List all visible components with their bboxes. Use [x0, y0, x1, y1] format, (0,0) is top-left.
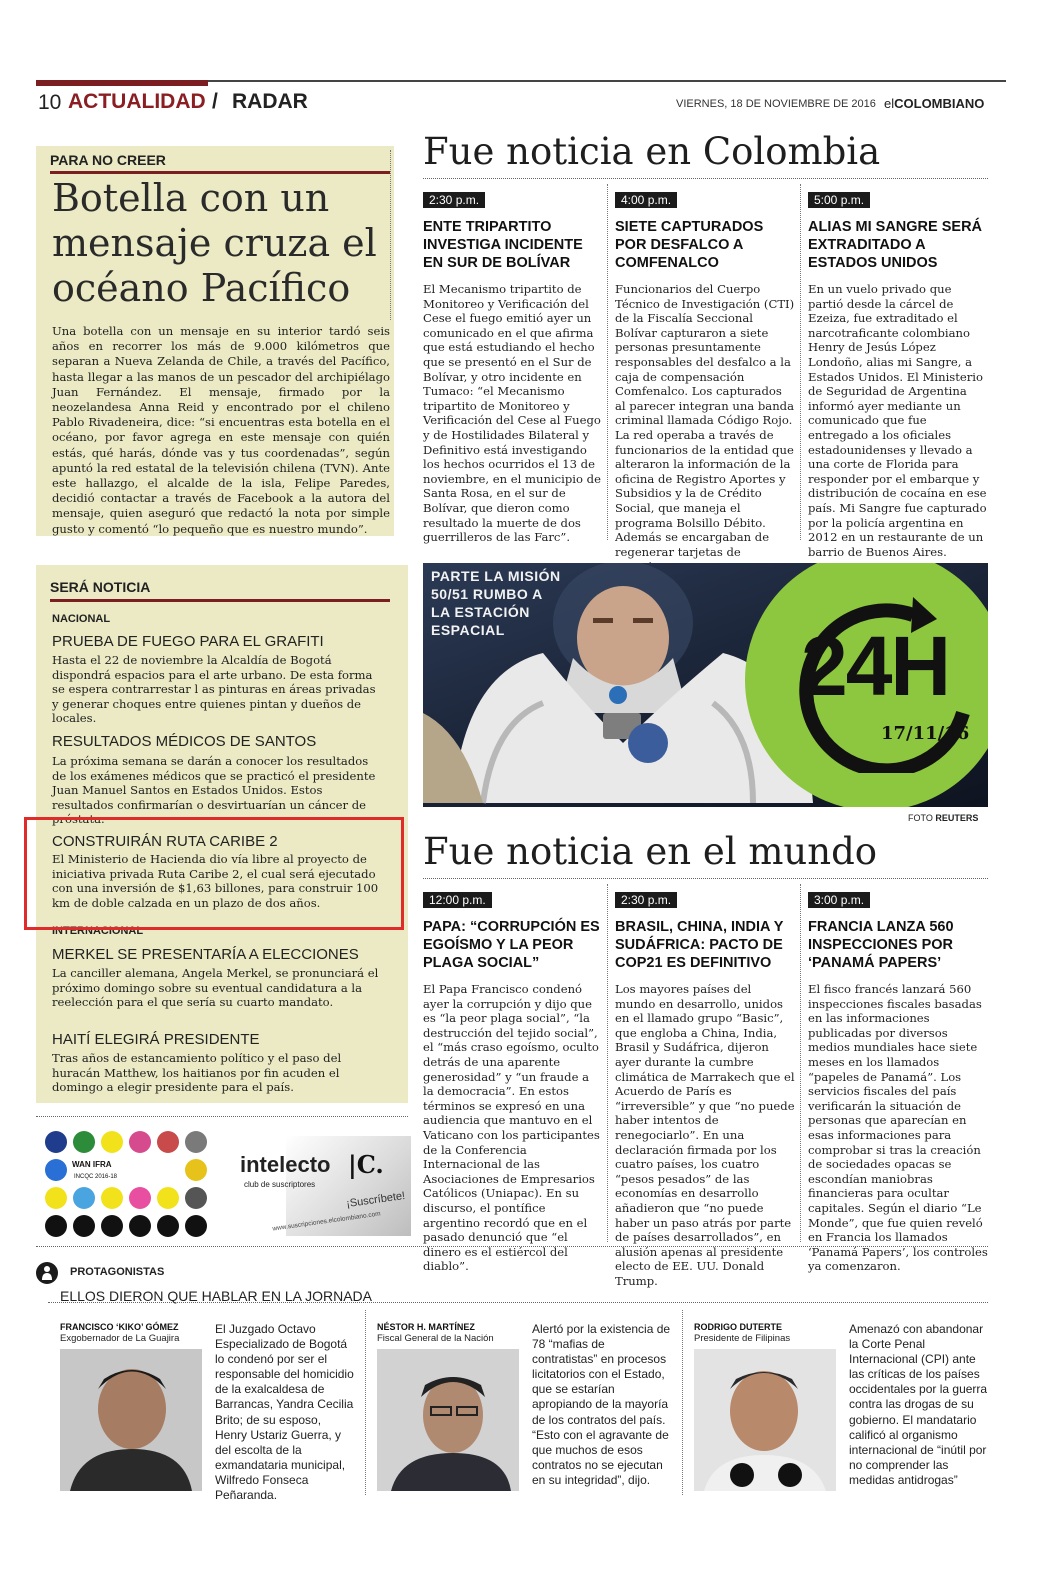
protagonist-photo — [694, 1349, 836, 1491]
column-divider — [800, 184, 801, 540]
colombia-heading: Fue noticia en Colombia — [423, 130, 881, 173]
time-badge: 2:30 p.m. — [615, 892, 677, 908]
story-title: BRASIL, CHINA, INDIA Y SUDÁFRICA: PACTO DE COP21 ES DEFINITIVO — [615, 919, 784, 971]
time-badge: 4:00 p.m. — [615, 192, 677, 208]
story-colombia-3 — [808, 190, 988, 559]
brand-name: COLOMBIANO — [894, 96, 985, 111]
para-no-creer-title: Botella con un mensaje cruza el océano Pacífico — [52, 176, 377, 310]
protagonist-role: Exgobernador de La Guajira — [60, 1333, 180, 1344]
sera-noticia-kicker: SERÁ NOTICIA — [50, 579, 151, 595]
24h-logo-text: 24H — [801, 619, 950, 713]
brand-prefix: el — [884, 96, 895, 111]
caption-line: PARTE LA MISIÓN — [431, 568, 561, 584]
time-badge: 2:30 p.m. — [423, 192, 485, 208]
kicker-rule — [50, 599, 390, 602]
story-title: PAPA: “CORRUPCIÓN ES EGOÍSMO Y LA PEOR PLAGA SOCIAL” — [423, 919, 600, 971]
credit-label: FOTO — [908, 813, 933, 823]
story-mundo-3 — [808, 890, 988, 1274]
heading-rule — [423, 878, 988, 879]
column-divider — [607, 884, 608, 1242]
protagonist-name: RODRIGO DUTERTE — [694, 1322, 783, 1332]
print-quality-ad — [42, 1130, 212, 1238]
story-colombia-1 — [423, 190, 601, 545]
time-badge: 3:00 p.m. — [808, 892, 870, 908]
section-name: ACTUALIDAD — [68, 90, 206, 113]
story-colombia-2 — [615, 190, 795, 559]
photo-credit — [908, 813, 978, 823]
story-body: El Papa Francisco condenó ayer la corrupción y dijo que es “la peor plaga social”, “la destrucción del tejido social”, el “más craso egoísmo, oculto detrás de una aparente generosidad” y “un fraude a la democracia”. En estos términos se expresó en una audiencia que mantuvo en el Vaticano con los participantes de la Conferencia Internacional de las Asociaciones de Empresarios Católicos (Uniapac). En su discurso, el pontífice argentino recordó que en el pasado denunció que “el dinero es el estiércol del diablo”. — [423, 982, 600, 1274]
brief-body: El Ministerio de Hacienda dio vía libre al proyecto de iniciativa privada Ruta Caribe 2, el cual será ejecutado con una inversión de $1,63 billones, para construir 100 km de doble calzada en un plazo de dos años. — [52, 852, 379, 910]
kicker-rule — [50, 171, 390, 174]
protagonist-photo — [377, 1349, 519, 1491]
ad-rule — [36, 1116, 408, 1117]
story-body: Los mayores países del mundo en desarrollo, unidos en el llamado grupo “Basic”, que engloba a China, India, Brasil y Sudáfrica, dijeron ayer durante la cumbre climática de Marrakech que el Acuerdo de París es “irreversible” y que “no puede haber intentos de renegociarlo”. En una declaración firmada por los cuatro países, los cuatro “pesos pesados” de las economías en desarrollo añadieron que “no puede haber un paso atrás por parte de países desarrollados”, en alusión apenas al presidente electo de EE. UU. Donald Trump. — [615, 982, 795, 1288]
newspaper-brand — [884, 96, 984, 111]
column-divider — [390, 150, 391, 320]
brief-title: PRUEBA DE FUEGO PARA EL GRAFITI — [52, 633, 324, 650]
wan-ifra-logo: WAN IFRA — [72, 1160, 112, 1169]
intelecto-logo: intelecto — [240, 1152, 331, 1177]
story-body: En un vuelo privado que partió desde la cárcel de Ezeiza, fue extraditado el narcotraficante colombiano Henry de Jesús López Londoño, alias mi Sangre, a Estados Unidos. El Ministerio de Seguridad de Argentina informó ayer mediante un comunicado que fue entregado a los oficiales estadounidenses y llevado a una corte de Florida para responder por el embarque y distribución de cocaína en ese país. Mi Sangre fue capturado por la policía argentina en 2012 en un restaurante de un barrio de Buenos Aires. — [808, 282, 987, 559]
incqc-label: INCQC 2016-18 — [74, 1174, 118, 1180]
protagonist-name: FRANCISCO ‘KIKO’ GÓMEZ — [60, 1322, 179, 1332]
colombiano-c-icon: |C. — [348, 1150, 384, 1179]
brief-body: La próxima semana se darán a conocer los resultados de los exámenes médicos que se practicó el presidente Juan Manuel Santos en Estados Unidos. Estos resultados confirmarían o desvirtuarían un cáncer de próstata. — [52, 754, 376, 826]
news-photo — [423, 563, 988, 807]
highlight-box — [24, 817, 404, 930]
section-rule — [36, 1246, 988, 1247]
header-accent-bar — [36, 80, 208, 86]
column-divider — [607, 184, 608, 540]
story-title: FRANCIA LANZA 560 INSPECCIONES POR ‘PANAMÁ PAPERS’ — [808, 919, 954, 971]
protagonistas-rule — [48, 1302, 988, 1303]
brief-body: Hasta el 22 de noviembre la Alcaldía de Bogotá dispondrá espacios para el arte urbano. De esta forma se espera contrarrestar l as pinturas en áreas privadas y generar choques entre quienes pintan y dueños de locales. — [52, 653, 376, 725]
credit-source: REUTERS — [935, 813, 979, 823]
nacional-label: NACIONAL — [52, 613, 111, 625]
internacional-label: INTERNACIONAL — [52, 925, 144, 937]
color-registration-dots — [42, 1130, 212, 1238]
protagonist-name: NÉSTOR H. MARTÍNEZ — [377, 1322, 475, 1332]
protagonist-card-1 — [60, 1320, 360, 1503]
protagonist-role: Presidente de Filipinas — [694, 1333, 791, 1344]
portrait-silhouette — [60, 1349, 202, 1491]
time-badge: 12:00 p.m. — [423, 892, 492, 908]
story-mundo-2 — [615, 890, 795, 1288]
24h-logo-date: 17/11/16 — [881, 723, 970, 744]
portrait-silhouette — [694, 1349, 836, 1491]
story-title: ALIAS MI SANGRE SERÁ EXTRADITADO A ESTADOS UNIDOS — [808, 219, 983, 271]
para-no-creer-box — [36, 146, 394, 536]
column-divider — [682, 1310, 683, 1495]
protagonistas-subtitle: ELLOS DIERON QUE HABLAR EN LA JORNADA — [60, 1288, 372, 1304]
subscribe-call[interactable]: ¡Suscríbete! — [345, 1189, 406, 1211]
protagonist-card-3 — [694, 1320, 990, 1495]
caption-line: 50/51 RUMBO A — [431, 586, 543, 602]
brief-title: RESULTADOS MÉDICOS DE SANTOS — [52, 733, 317, 750]
mundo-heading: Fue noticia en el mundo — [423, 830, 878, 873]
protagonist-role: Fiscal General de la Nación — [377, 1333, 494, 1344]
protagonist-quote: Alertó por la existencia de 78 “mafias de contratistas” en procesos licitatorios con el Estado, que se estarían apropiando de la mayoría de los contratos del país. “Esto con el agravante de que muchos de esos contratos no se ejecutan en su integridad”, dijo. — [532, 1322, 671, 1487]
caption-line: ESPACIAL — [431, 622, 505, 638]
section-separator: / — [212, 90, 218, 113]
photo-caption — [431, 567, 561, 639]
brief-body: Tras años de estancamiento político y el paso del huracán Matthew, los haitianos por fin acuden el domingo a elegir presidente para el país. — [52, 1051, 342, 1094]
story-title: ENTE TRIPARTITO INVESTIGA INCIDENTE EN SUR DE BOLÍVAR — [423, 219, 583, 271]
brief-body: La canciller alemana, Angela Merkel, se pronunciará el próximo domingo sobre su eventual candidatura a la reelección para el que sería su cuarto mandato. — [52, 966, 379, 1009]
heading-rule — [423, 178, 988, 179]
story-body: Funcionarios del Cuerpo Técnico de Investigación (CTI) de la Fiscalía Seccional Bolívar capturaron a siete personas presuntamente responsables del desfalco a la caja de compensación Comfenalco. Los capturados al parecer integran una banda criminal llamada Código Rojo. La red operaba a través de funcionarios de la entidad que alteraron la información de la oficina de Registro Aportes y Subsidios y la de Crédito Social, que maneja el programa Bolsillo Débito. Además se encargaban de regenerar tarjetas de — [615, 282, 795, 559]
para-no-creer-kicker: PARA NO CREER — [50, 152, 166, 168]
story-title: SIETE CAPTURADOS POR DESFALCO A COMFENALCO — [615, 219, 764, 271]
protagonist-photo — [60, 1349, 202, 1491]
story-body: El Mecanismo tripartito de Monitoreo y Verificación del Cese el fuego emitió ayer un comunicado en el que afirma que está estudiando el hecho que se presentó en el Sur de Bolívar, y otro incidente en Tumaco: “el Mecanismo tripartito de Monitoreo y Verificación del Cese al Fuego y de Hostilidades Bilateral y Definitivo está investigando los hechos ocurridos el 13 de noviembre, en el municipio de Santa Rosa, en el sur de Bolívar, que dieron como resultado la muerte de dos guerrilleros de las Farc”. — [423, 282, 601, 545]
caption-line: LA ESTACIÓN — [431, 604, 530, 620]
intelecto-ad — [226, 1130, 411, 1238]
column-divider — [800, 884, 801, 1242]
subsection-name: RADAR — [232, 90, 308, 113]
issue-date: VIERNES, 18 DE NOVIEMBRE DE 2016 — [676, 98, 876, 110]
club-label: club de suscriptores — [244, 1180, 316, 1189]
person-glyph — [36, 1262, 58, 1284]
person-icon — [36, 1262, 58, 1284]
para-no-creer-body: Una botella con un mensaje en su interior tardó seis años en recorrer los más de 9.000 kilómetros que separan a Nueva Zelanda de Chile, a través del Pacífico, hasta llegar a las manos de un pescador del archipiélago Juan Fernández. El mensaje, firmado por la neozelandesa Anna Reid y encontrado por el chileno Pablo Rivadeneira, dice: “si encuentras esta botella en el océano, por favor agrega en este mensaje con quién estás, qué harás, dónde vas y tus coordenadas”, según apuntó la red estatal de la televisión chilena (TVN). Ante este hallazgo, el alcalde de la isla, Felipe Paredes, decidió contactar a través de Facebook a la autora del mensaje, quien aseguró que redactó la nota por simple gusto y comentó “lo pequeño que es nuestro mundo”. — [52, 324, 390, 536]
protagonist-quote: El Juzgado Octavo Especializado de Bogotá lo condenó por ser el responsable del homicidio de la exalcaldesa de Barrancas, Yandra Cecilia Brito; de su esposo, Henry Ustariz Guerra, y del escolta de la exmandataria municipal, Wilfredo Fonseca Peñaranda. — [215, 1322, 354, 1503]
subscription-url[interactable]: www.suscripciones.elcolombiano.com — [272, 1210, 382, 1233]
page-number: 10 — [38, 91, 62, 114]
portrait-silhouette — [377, 1349, 519, 1491]
column-divider — [365, 1310, 366, 1495]
brief-title: MERKEL SE PRESENTARÍA A ELECCIONES — [52, 946, 359, 963]
brief-title: HAITÍ ELEGIRÁ PRESIDENTE — [52, 1031, 260, 1048]
protagonist-card-2 — [377, 1320, 677, 1495]
story-body: El fisco francés lanzará 560 inspecciones fiscales basadas en las informaciones publicadas por diversos medios mundiales hace siete meses en los llamados “papeles de Panamá”. Los servicios fiscales del país verificarán la situación de personas que aparecían en esas informaciones para comprobar si tras la creación de sociedades opacas se escondían maniobras financieras para ocultar capitales. Según el diario “Le Monde”, que fue quien reveló en Francia los llamados ‘Panamá Papers’, los controles ya comenzaron. — [808, 982, 988, 1274]
protagonist-quote: Amenazó con abandonar la Corte Penal Internacional (CPI) ante las críticas de los países occidentales por la guerra contra las drogas de su gobierno. El mandatario calificó al organismo internacional de “inútil por no comprender las medidas antidrogas” — [849, 1322, 988, 1487]
brief-title: CONSTRUIRÁN RUTA CARIBE 2 — [52, 833, 278, 850]
story-mundo-1 — [423, 890, 601, 1274]
protagonistas-title: PROTAGONISTAS — [70, 1266, 165, 1278]
time-badge: 5:00 p.m. — [808, 192, 870, 208]
